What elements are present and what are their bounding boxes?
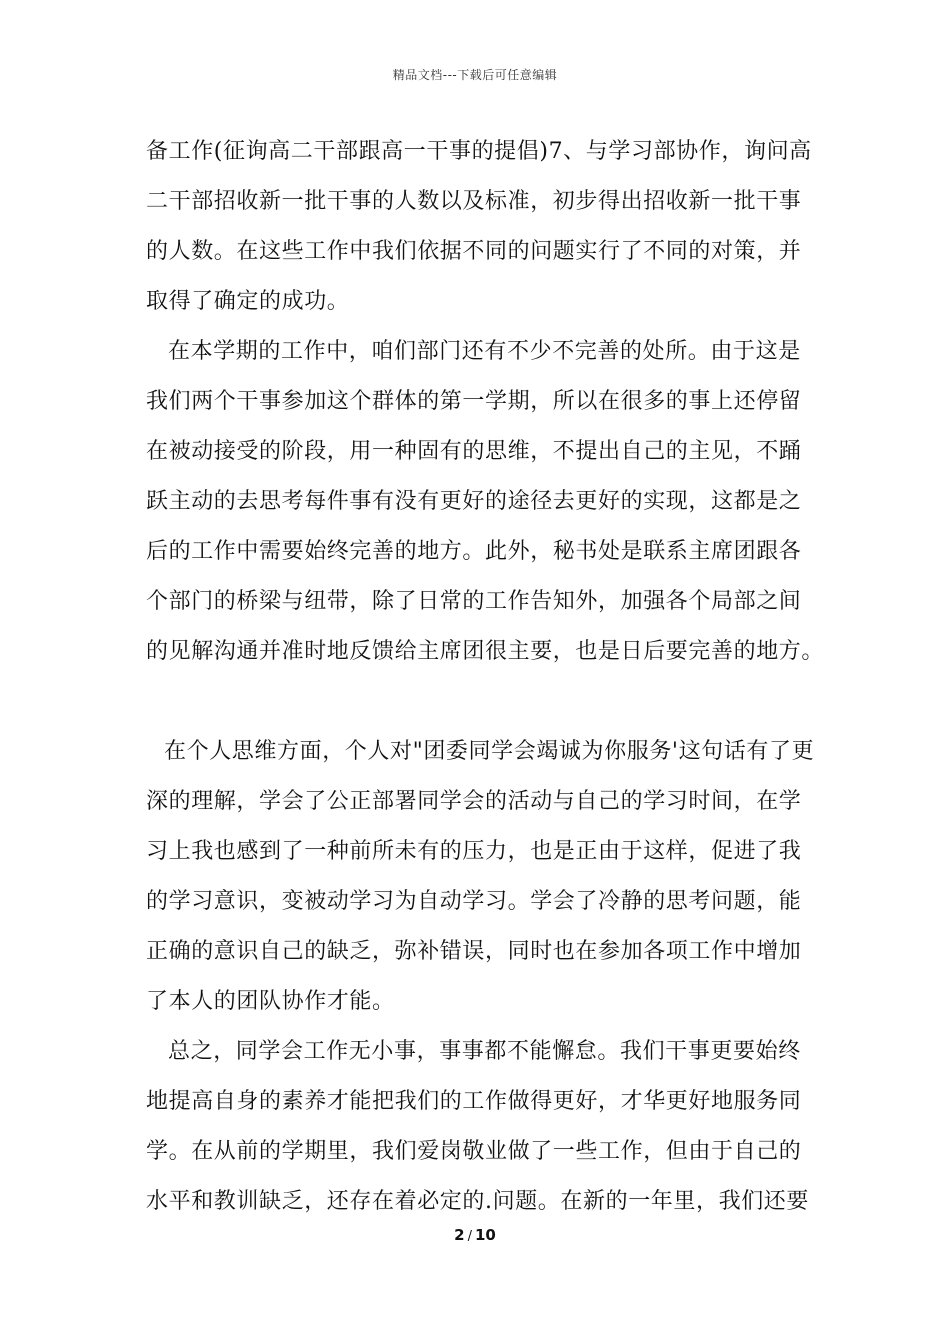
document-header: 精品文档---下载后可任意编辑 [392, 68, 558, 82]
text-line: 取得了确定的成功。 [146, 289, 350, 314]
text-line: 了本人的团队协作才能。 [146, 989, 395, 1014]
paragraph [146, 727, 826, 1027]
paragraph-gap [146, 677, 826, 727]
paragraph [146, 127, 826, 327]
text-line: 的人数。在这些工作中我们依据不同的问题实行了不同的对策，并 [146, 239, 802, 264]
paragraph [146, 327, 826, 677]
text-line: 的学习意识，变被动学习为自动学习。学会了冷静的思考问题，能 [146, 889, 802, 914]
text-line: 正确的意识自己的缺乏，弥补错误，同时也在参加各项工作中增加 [146, 939, 802, 964]
page-separator: / [467, 1229, 472, 1244]
text-line: 在本学期的工作中，咱们部门还有不少不完善的处所。由于这是 [168, 339, 801, 364]
text-line: 个部门的桥梁与纽带，除了日常的工作告知外，加强各个局部之间 [146, 589, 802, 614]
page-number [0, 1226, 950, 1244]
paragraph [146, 1027, 826, 1227]
text-line: 我们两个干事参加这个群体的第一学期，所以在很多的事上还停留 [146, 389, 802, 414]
text-line: 后的工作中需要始终完善的地方。此外，秘书处是联系主席团跟各 [146, 539, 802, 564]
text-line: 学。在从前的学期里，我们爱岗敬业做了一些工作，但由于自己的 [146, 1139, 802, 1164]
document-body [146, 127, 826, 1227]
text-line: 跃主动的去思考每件事有没有更好的途径去更好的实现，这都是之 [146, 489, 802, 514]
text-line: 地提高自身的素养才能把我们的工作做得更好，才华更好地服务同 [146, 1089, 802, 1114]
current-page: 2 [454, 1226, 465, 1244]
text-line: 的见解沟通并准时地反馈给主席团很主要，也是日后要完善的地方。 [146, 639, 825, 664]
total-pages: 10 [474, 1226, 496, 1244]
text-line: 在被动接受的阶段，用一种固有的思维，不提出自己的主见，不踊 [146, 439, 802, 464]
text-line: 习上我也感到了一种前所未有的压力，也是正由于这样，促进了我 [146, 839, 802, 864]
text-line: 备工作(征询高二干部跟高一干事的提倡)7、与学习部协作，询问高 [146, 139, 812, 164]
text-line: 二干部招收新一批干事的人数以及标准，初步得出招收新一批干事 [146, 189, 802, 214]
text-line: 水平和教训缺乏，还存在着必定的.问题。在新的一年里，我们还要 [146, 1189, 809, 1214]
text-line: 总之，同学会工作无小事，事事都不能懈怠。我们干事更要始终 [168, 1039, 801, 1064]
text-line: 深的理解，学会了公正部署同学会的活动与自己的学习时间，在学 [146, 789, 802, 814]
text-line: 在个人思维方面，个人对"团委同学会竭诚为你服务'这句话有了更 [164, 739, 815, 764]
